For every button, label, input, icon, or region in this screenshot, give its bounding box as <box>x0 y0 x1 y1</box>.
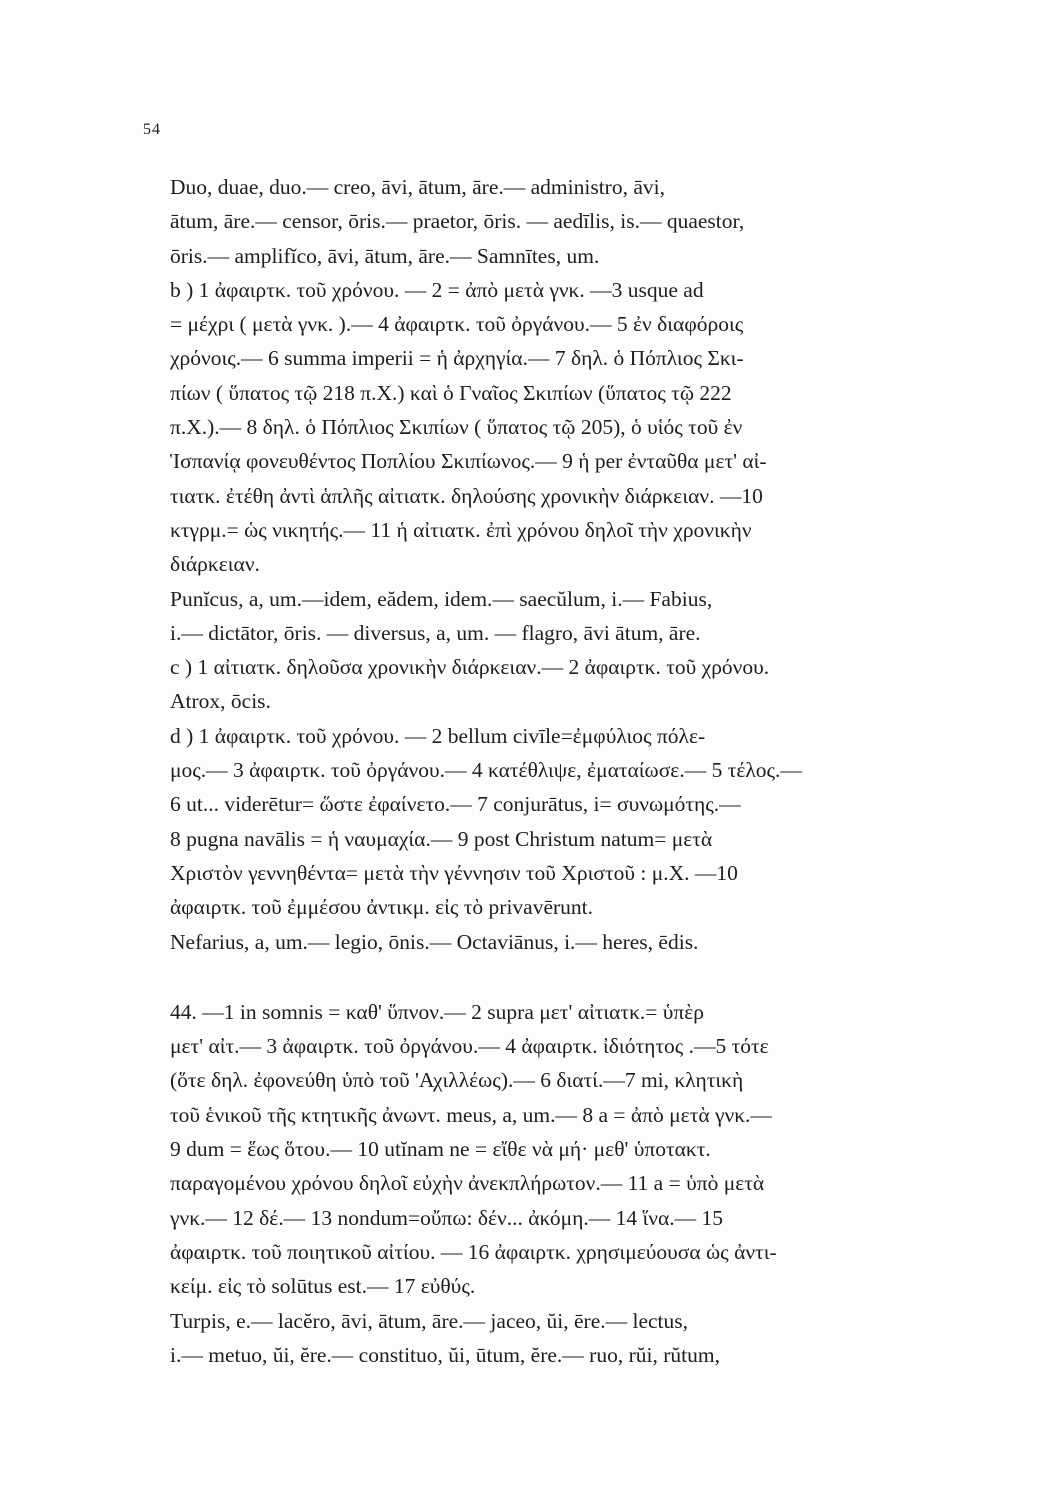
paragraph-section-b <box>170 273 1020 582</box>
paragraph-section-c <box>170 650 1020 719</box>
text-line: μετ' αἰτ.— 3 ἀφαιρτκ. τοῦ ὀργάνου.— 4 ἀφαιρτκ. ἰδιότητος .—5 τότε <box>170 1034 769 1059</box>
text-line: 6 ut... viderētur= ὥστε ἐφαίνετο.— 7 conjurātus, i= συνωμότης.— <box>170 792 741 817</box>
paragraph-vocabulary-3 <box>170 925 1020 959</box>
text-line: d ) 1 ἀφαιρτκ. τοῦ χρόνου. — 2 bellum civīle=ἐμφύλιος πόλε- <box>170 723 706 748</box>
text-line: γνκ.— 12 δέ.— 13 nondum=οὔπω: δέν... ἀκόμη.— 14 ἵνα.— 15 <box>170 1205 723 1230</box>
text-line: Nefarius, a, um.— legio, ōnis.— Octaviānus, i.— heres, ēdis. <box>170 929 699 954</box>
text-line: πίων ( ὕπατος τῷ 218 π.Χ.) καὶ ὁ Γναῖος Σκιπίων (ὕπατος τῷ 222 <box>170 380 732 405</box>
text-line: ἀφαιρτκ. τοῦ ποιητικοῦ αἰτίου. — 16 ἀφαιρτκ. χρησιμεύουσα ὡς ἀντι- <box>170 1239 777 1264</box>
paragraph-vocabulary-2 <box>170 582 1020 651</box>
text-line: b ) 1 ἀφαιρτκ. τοῦ χρόνου. — 2 = ἀπὸ μετὰ γνκ. —3 usque ad <box>170 277 704 302</box>
text-line: τοῦ ἑνικοῦ τῆς κτητικῆς ἀνωντ. meus, a, um.— 8 a = ἀπὸ μετὰ γνκ.— <box>170 1102 772 1127</box>
text-line: = μέχρι ( μετὰ γνκ. ).— 4 ἀφαιρτκ. τοῦ ὀργάνου.— 5 ἐν διαφόροις <box>170 312 744 337</box>
text-line: Turpis, e.— lacĕro, āvi, ātum, āre.— jaceo, ŭi, ēre.— lectus, <box>170 1308 689 1333</box>
text-line: διάρκειαν. <box>170 552 260 577</box>
paragraph-section-d <box>170 719 1020 925</box>
text-line: i.— dictātor, ōris. — diversus, a, um. — flagro, āvi ātum, āre. <box>170 620 701 645</box>
text-line: Atrox, ōcis. <box>170 689 271 714</box>
text-line: π.Χ.).— 8 δηλ. ὁ Πόπλιος Σκιπίων ( ὕπατος τῷ 205), ὁ υἱός τοῦ ἐν <box>170 415 743 440</box>
text-line: 9 dum = ἕως ὅτου.— 10 utĭnam ne = εἴθε νὰ μή· μεθ' ὑποτακτ. <box>170 1137 711 1162</box>
text-line: μος.— 3 ἀφαιρτκ. τοῦ ὀργάνου.— 4 κατέθλιψε, ἐματαίωσε.— 5 τέλος.— <box>170 758 802 783</box>
paragraph-vocabulary-4 <box>170 1304 1020 1373</box>
text-line: κτγρμ.= ὡς νικητής.— 11 ἡ αἰτιατκ. ἐπὶ χρόνου δηλοῖ τὴν χρονικὴν <box>170 517 752 542</box>
text-line: ātum, āre.— censor, ōris.— praetor, ōris. — aedīlis, is.— quaestor, <box>170 209 745 234</box>
text-line: ἀφαιρτκ. τοῦ ἐμμέσου ἀντικμ. εἰς τὸ privavērunt. <box>170 895 594 920</box>
text-line: ōris.— amplifĭco, āvi, ātum, āre.— Samnītes, um. <box>170 243 600 268</box>
text-line: Χριστὸν γεννηθέντα= μετὰ τὴν γέννησιν τοῦ Χριστοῦ : μ.Χ. —10 <box>170 860 738 885</box>
text-line: (ὅτε δηλ. ἐφονεύθη ὑπὸ τοῦ 'Αχιλλέως).— 6 διατί.—7 mi, κλητικὴ <box>170 1068 744 1093</box>
paragraph-exercise-44 <box>170 995 1020 1304</box>
text-line: c ) 1 αἰτιατκ. δηλοῦσα χρονικὴν διάρκειαν.— 2 ἀφαιρτκ. τοῦ χρόνου. <box>170 655 770 680</box>
page-text <box>170 170 1020 1372</box>
page-number: 54 <box>143 121 161 138</box>
section-gap <box>170 959 1020 995</box>
text-line: i.— metuo, ŭi, ĕre.— constituo, ŭi, ūtum, ĕre.— ruo, rŭi, rŭtum, <box>170 1342 720 1367</box>
text-line: Duo, duae, duo.— creo, āvi, ātum, āre.— administro, āvi, <box>170 175 665 199</box>
text-line: παραγομένου χρόνου δηλοῖ εὐχὴν ἀνεκπλήρωτον.— 11 a = ὑπὸ μετὰ <box>170 1171 765 1196</box>
text-line: Punĭcus, a, um.—idem, eădem, idem.— saecŭlum, i.— Fabius, <box>170 586 713 611</box>
text-line: 44. —1 in somnis = καθ' ὕπνον.— 2 supra μετ' αἰτιατκ.= ὑπὲρ <box>170 999 705 1024</box>
text-line: κείμ. εἰς τὸ solūtus est.— 17 εὐθύς. <box>170 1274 476 1299</box>
text-line: 8 pugna navālis = ἡ ναυμαχία.— 9 post Christum natum= μετὰ <box>170 826 713 851</box>
text-line: Ἱσπανίᾳ φονευθέντος Ποπλίου Σκιπίωνος.— 9 ἡ per ἐνταῦθα μετ' αἰ- <box>170 449 767 474</box>
paragraph-vocabulary-1 <box>170 170 1020 273</box>
text-line: χρόνοις.— 6 summa imperii = ἡ ἀρχηγία.— 7 δηλ. ὁ Πόπλιος Σκι- <box>170 346 744 371</box>
text-line: τιατκ. ἐτέθη ἀντὶ ἁπλῆς αἰτιατκ. δηλούσης χρονικὴν διάρκειαν. —10 <box>170 483 763 508</box>
